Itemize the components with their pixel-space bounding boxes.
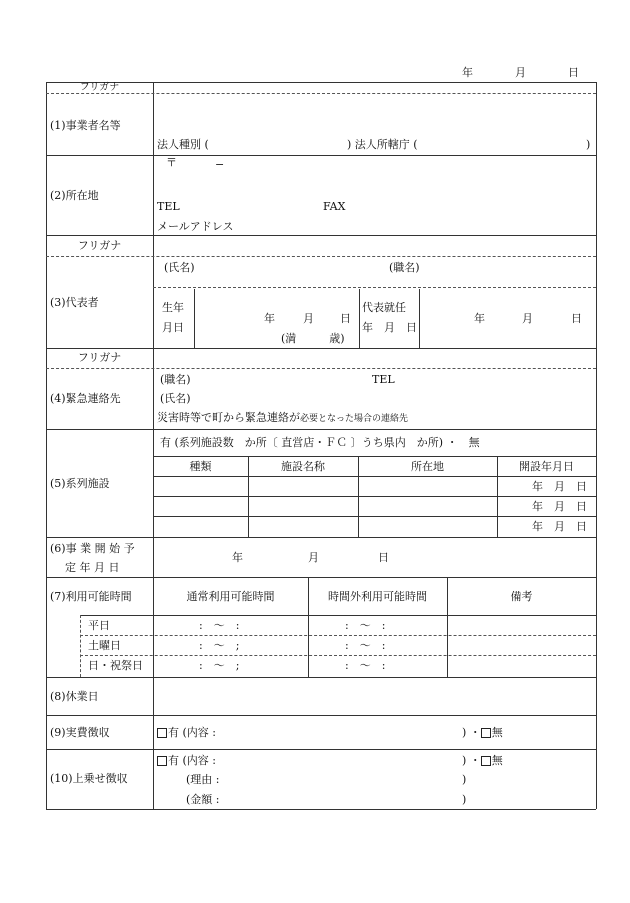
s10-yes: 有 (内容 : — [157, 755, 216, 766]
furigana-label-1: フリガナ — [79, 82, 120, 93]
s10-amount: (金額 : — [186, 793, 220, 806]
s3-month: 月 — [303, 312, 314, 325]
s7-row-2-extra: : 〜 : — [345, 639, 386, 652]
s7-row-3-extra: : 〜 : — [345, 659, 386, 672]
s3-birth-1: 生年 — [162, 301, 184, 314]
s3-name: (氏名) — [164, 261, 195, 274]
s7-row-1-day: 平日 — [88, 619, 110, 632]
s7-row-1-extra: : 〜 : — [345, 619, 386, 632]
s3-since-1: 代表就任 — [362, 301, 406, 314]
s5-row-3-date: 年 月 日 — [532, 520, 587, 533]
s10-reason: (理由 : — [186, 773, 220, 786]
s9-no: ) ・ 無 — [462, 726, 503, 739]
s5-header-opened: 開設年月日 — [519, 460, 574, 473]
s10-no-checkbox[interactable] — [481, 756, 491, 766]
s3-since-day: 日 — [571, 312, 582, 325]
s1-corp-office: ) 法人所轄庁 ( — [347, 138, 418, 151]
s3-label: (3)代表者 — [50, 296, 99, 309]
s7-row-3-day: 日・祝祭日 — [88, 659, 143, 672]
date-day: 日 — [568, 66, 579, 79]
s7-row-3-normal: : 〜 ; — [199, 659, 240, 672]
s3-since-month: 月 — [522, 312, 533, 325]
s6-label-2: 定 年 月 日 — [65, 561, 120, 574]
s5-header-name: 施設名称 — [281, 460, 325, 473]
s3-day: 日 — [340, 312, 351, 325]
s5-row-2-date: 年 月 日 — [532, 500, 587, 513]
s4-label: (4)緊急連絡先 — [50, 392, 121, 405]
furigana-label-3: フリガナ — [77, 239, 122, 252]
s9-label: (9)実費徴収 — [50, 726, 110, 739]
s10-amount-close: ) — [462, 793, 467, 806]
s10-no: ) ・ 無 — [462, 754, 503, 767]
s3-year: 年 — [264, 312, 275, 325]
s8-label: (8)休業日 — [50, 690, 99, 703]
s4-title: (職名) — [160, 373, 191, 386]
s10-yes-checkbox[interactable] — [157, 756, 167, 766]
s2-label: (2)所在地 — [50, 189, 99, 202]
s7-header-extra: 時間外利用可能時間 — [328, 590, 427, 603]
s5-header-type: 種類 — [189, 460, 212, 473]
s3-title: (職名) — [389, 261, 420, 274]
s2-fax: FAX — [323, 200, 346, 213]
s7-row-2-normal: : 〜 ; — [199, 639, 240, 652]
s5-label: (5)系列施設 — [50, 477, 110, 490]
postal-mark: 〒 — [166, 156, 177, 169]
s5-header-location: 所在地 — [411, 460, 444, 473]
date-year: 年 — [462, 66, 473, 79]
s3-age: (満 歳) — [281, 332, 345, 345]
s10-label: (10)上乗せ徴収 — [50, 772, 128, 785]
s3-birth-2: 月日 — [162, 321, 184, 334]
s10-reason-close: ) — [462, 773, 467, 786]
s2-tel: TEL — [157, 200, 180, 213]
date-month: 月 — [515, 66, 526, 79]
furigana-label-4: フリガナ — [77, 351, 122, 364]
s4-tel: TEL — [372, 373, 395, 386]
s2-email: メールアドレス — [157, 220, 234, 233]
s9-no-checkbox[interactable] — [481, 728, 491, 738]
s9-yes-checkbox[interactable] — [157, 728, 167, 738]
s5-summary: 有 (系列施設数 か所〔 直営店・ＦＣ 〕うち県内 か所) ・ 無 — [160, 436, 480, 449]
s6-label-1: (6)事 業 開 始 予 — [50, 542, 135, 555]
s7-label: (7)利用可能時間 — [50, 590, 132, 603]
s5-row-1-date: 年 月 日 — [532, 480, 587, 493]
s1-corp-type: 法人種別 ( — [157, 138, 209, 151]
s9-yes: 有 (内容 : — [157, 727, 216, 738]
postal-dash: − — [215, 158, 225, 171]
s4-name: (氏名) — [160, 392, 191, 405]
s7-row-1-normal: : 〜 : — [199, 619, 240, 632]
s3-since-2: 年 月 日 — [362, 321, 417, 334]
s7-header-normal: 通常利用可能時間 — [186, 590, 275, 603]
s1-label: (1)事業者名等 — [50, 119, 121, 132]
s7-header-notes: 備考 — [510, 590, 533, 603]
s6-year: 年 — [232, 551, 243, 564]
s1-close: ) — [586, 138, 591, 151]
s3-since-year: 年 — [474, 312, 485, 325]
s4-note: 災害時等で町から緊急連絡が必要となった場合の連絡先 — [157, 411, 409, 424]
s6-month: 月 — [308, 551, 319, 564]
s6-day: 日 — [378, 551, 389, 564]
s7-row-2-day: 土曜日 — [88, 639, 121, 652]
